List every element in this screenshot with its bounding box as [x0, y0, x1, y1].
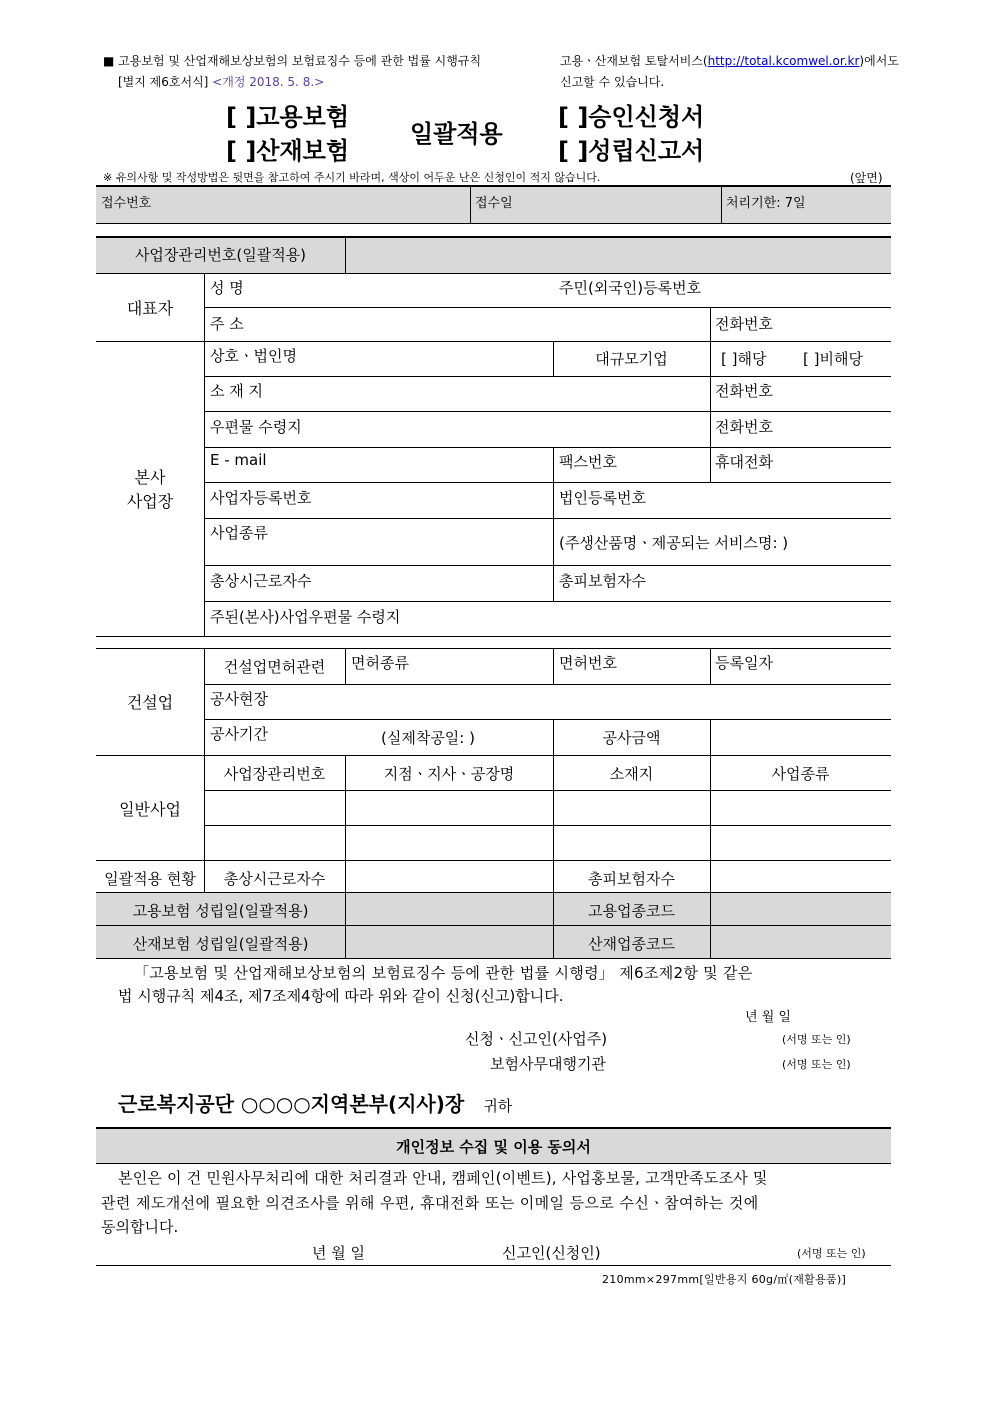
paper-spec: 210mm×297mm[일반용지 60g/㎡(재활용품)] [602, 1273, 847, 1286]
form-title-middle: 일괄적용 [410, 120, 503, 148]
online-service-note-line2: 신고할 수 있습니다. [560, 75, 665, 89]
privacy-line2: 관련 제도개선에 필요한 의견조사를 위해 우편, 휴대전화 또는 이메일 등으로 수신ㆍ참여하는 것에 [101, 1194, 759, 1212]
construction-amount-label: 공사금액 [602, 729, 661, 747]
general-col-location: 소재지 [609, 765, 654, 783]
rep-resident-no-label: 주민(외국인)등록번호 [559, 279, 702, 297]
status-insured-label: 총피보험자수 [588, 870, 675, 888]
agent-label: 보험사무대행기관 [490, 1055, 606, 1073]
construction-site-label: 공사현장 [210, 690, 268, 708]
front-side-label: (앞면) [850, 171, 883, 185]
reporter-label: 신고인(신청인) [502, 1244, 601, 1262]
applicant-label: 신청ㆍ신고인(사업주) [465, 1030, 608, 1048]
license-no-label: 면허번호 [559, 654, 617, 672]
corp-reg-no-label: 법인등록번호 [559, 489, 646, 507]
mgmt-number-label: 사업장관리번호(일괄적용) [134, 246, 307, 264]
declaration-date: 년 월 일 [745, 1010, 791, 1025]
fax-label: 팩스번호 [559, 453, 617, 471]
receipt-number-label: 접수번호 [101, 196, 152, 211]
mobile-label: 휴대전화 [715, 453, 773, 471]
main-mail-place-label: 주된(본사)사업우편물 수령지 [210, 608, 401, 626]
applicant-sign: (서명 또는 인) [782, 1033, 851, 1046]
online-service-note: 고용ㆍ산재보험 토탈서비스(http://total.kcomwel.or.kr)에서도 [560, 54, 899, 68]
construction-section: 건설업 [126, 693, 174, 712]
addressee-suffix: 귀하 [483, 1097, 513, 1115]
processing-deadline: 처리기한: 7일 [726, 196, 806, 211]
ind-est-date-label: 산재보험 성립일(일괄적용) [132, 935, 309, 953]
privacy-date: 년 월 일 [312, 1244, 366, 1262]
notice: ※ 유의사항 및 작성방법은 뒷면을 참고하여 주시기 바라며, 색상이 어두운 난은 신청인이 적지 않습니다. [103, 171, 601, 184]
general-col-biz-type: 사업종류 [771, 765, 830, 783]
ind-industry-code-label: 산재업종코드 [588, 935, 675, 953]
location-phone-label: 전화번호 [715, 382, 773, 400]
rep-address-label: 주 소 [210, 315, 244, 333]
registration-date-label: 등록일자 [715, 654, 773, 672]
general-business-section: 일반사업 [119, 800, 181, 819]
law-title: ■ 고용보험 및 산업재해보상보험의 보험료징수 등에 관한 법률 시행규칙 [103, 54, 482, 68]
batch-status-section: 일괄적용 현황 [104, 870, 196, 888]
emp-est-date-label: 고용보험 성립일(일괄적용) [132, 902, 309, 920]
rep-phone-label: 전화번호 [715, 315, 773, 333]
form-number: [별지 제6호서식] [118, 75, 209, 89]
receipt-date-label: 접수일 [475, 196, 513, 211]
representative-section: 대표자 [126, 299, 174, 318]
license-type-label: 면허종류 [351, 654, 409, 672]
square-bullet-icon: ■ [103, 54, 115, 68]
privacy-line3: 동의합니다. [101, 1218, 179, 1236]
large-corp-yes-checkbox[interactable]: [ ]해당 [721, 350, 767, 368]
main-product-label: (주생산품명ㆍ제공되는 서비스명: ) [559, 534, 789, 552]
option-employment-insurance[interactable]: [ ]고용보험 [226, 103, 350, 131]
agent-sign: (서명 또는 인) [782, 1058, 851, 1071]
email-label: E - mail [210, 451, 267, 469]
revision-date: <개정 2018. 5. 8.> [212, 75, 325, 89]
online-service-link[interactable]: http://total.kcomwel.or.kr [707, 54, 860, 68]
mgmt-number-field [346, 238, 890, 272]
company-name-label: 상호ㆍ법인명 [210, 347, 297, 365]
location-label: 소 재 지 [210, 382, 264, 400]
emp-industry-code-label: 고용업종코드 [588, 902, 675, 920]
option-industrial-insurance[interactable]: [ ]산재보험 [226, 137, 350, 165]
rep-name-label: 성 명 [210, 279, 244, 297]
mail-phone-label: 전화번호 [715, 418, 773, 436]
option-approval-application[interactable]: [ ]승인신청서 [558, 103, 705, 131]
large-corp-no-checkbox[interactable]: [ ]비해당 [803, 350, 863, 368]
general-col-branch: 지점ㆍ지사ㆍ공장명 [383, 765, 515, 783]
total-workers-label: 총상시근로자수 [210, 572, 312, 590]
actual-start-label: (실제착공일: ) [381, 729, 475, 747]
license-related-label: 건설업면허관련 [223, 658, 326, 676]
addressee [118, 1088, 512, 1117]
addressee-main: 근로복지공단 ○○○○지역본부(지사)장 [118, 1092, 465, 1116]
option-establishment-report[interactable]: [ ]성립신고서 [558, 137, 705, 165]
status-workers-label: 총상시근로자수 [223, 870, 326, 888]
form-number-line [118, 73, 324, 90]
head-office-section: 본사 사업장 [126, 468, 174, 511]
total-insured-label: 총피보험자수 [559, 572, 646, 590]
reporter-sign: (서명 또는 인) [797, 1247, 866, 1260]
biz-reg-no-label: 사업자등록번호 [210, 489, 312, 507]
privacy-line1: 본인은 이 건 민원사무처리에 대한 처리결과 안내, 캠페인(이벤트), 사업홍보물, 고객만족도조사 및 [118, 1169, 768, 1187]
general-col-mgmt-no: 사업장관리번호 [223, 765, 326, 783]
privacy-title: 개인정보 수집 및 이용 동의서 [396, 1138, 591, 1156]
large-corp-label: 대규모기업 [595, 350, 668, 368]
declaration-line1: 「고용보험 및 산업재해보상보험의 보험료징수 등에 관한 법률 시행령」 제6조제2항 및 같은 [134, 964, 753, 982]
declaration-line2: 법 시행규칙 제4조, 제7조제4항에 따라 위와 같이 신청(신고)합니다. [118, 987, 564, 1005]
biz-type-label: 사업종류 [210, 524, 268, 542]
construction-period-label: 공사기간 [210, 725, 268, 743]
mail-place-label: 우편물 수령지 [210, 418, 302, 436]
